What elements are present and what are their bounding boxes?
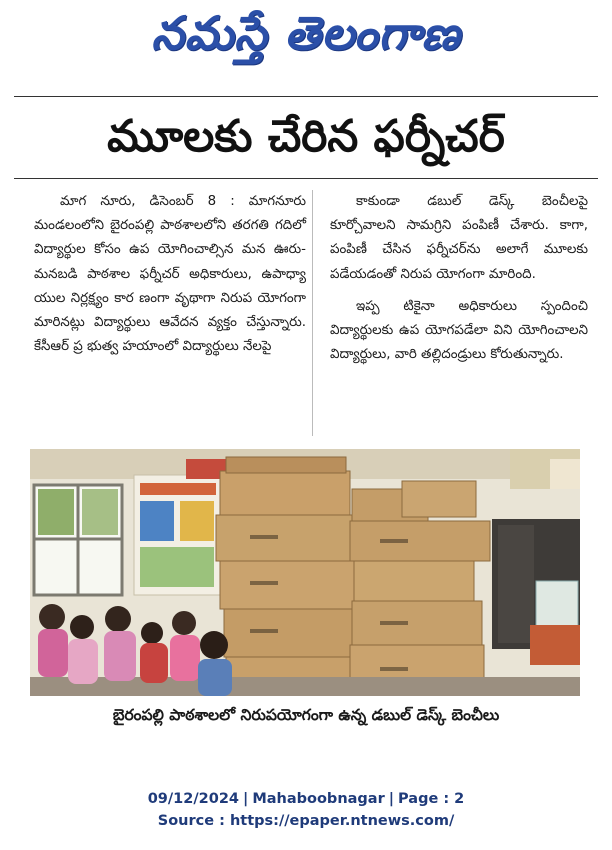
headline-rule	[14, 178, 598, 179]
masthead-title: నమస్తే తెలంగాణ	[151, 6, 461, 60]
article-photo	[30, 449, 580, 696]
footer-edition: Mahaboobnagar	[252, 791, 385, 807]
article-paragraph: ఇప్ప టికైనా అధికారులు స్పందించి విద్యార్థులకు ఉప యోగపడేలా విని యోగించాలని విద్యార్థులు, వారి తల్లిదండ్రులు కోరుతున్నారు.	[330, 298, 588, 363]
masthead	[0, 0, 612, 78]
article-paragraph: కాకుండా డబుల్ డెస్క్ బెంచీలపై కూర్చోవాలని సామగ్రిని పంపిణీ చేశారు. కాగా, పంపిణీ చేసిన ఫర్నీచర్‌ను అలాగే మూలకు పడేయడంతో నిరుప యోగంగా మారింది.	[330, 194, 588, 282]
classroom-photo	[30, 449, 580, 696]
article-headline: మూలకు చేరిన ఫర్నీచర్	[107, 111, 505, 162]
top-rule	[14, 96, 598, 97]
page-footer	[0, 788, 612, 832]
photo-caption: బైరంపల్లి పాఠశాలలో నిరుపయోగంగా ఉన్న డబుల్ డెస్క్ బెంచీలు	[112, 706, 500, 724]
footer-source: Source : https://epaper.ntnews.com/	[157, 813, 455, 829]
article-column-left	[34, 190, 306, 359]
footer-date: 09/12/2024	[147, 791, 240, 807]
article-paragraph: మాగ నూరు, డిసెంబర్ 8 : మాగనూరు మండలంలోని బైరంపల్లి పాఠశాలలోని తరగతి గదిలో విద్యార్థుల కోసం ఉప యోగించాల్సిన మన ఊరు-మనబడి పాఠశాల ఫర్నీచర్ అధికారులు, ఉపాధ్యా యుల నిర్లక్ష్యం కార ణంగా వృథాగా నిరుప యోగంగా మారినట్లు విద్యార్థులు ఆవేదన వ్యక్తం చేస్తున్నారు. కేసీఆర్ ప్ర భుత్వ హయాంలో విద్యార్థులు నేలపై	[34, 194, 306, 355]
column-divider	[312, 190, 313, 436]
footer-page: Page : 2	[398, 791, 465, 807]
article-column-right	[330, 190, 588, 367]
footer-edition-line: 09/12/2024 | Mahaboobnagar | Page : 2	[147, 791, 465, 807]
